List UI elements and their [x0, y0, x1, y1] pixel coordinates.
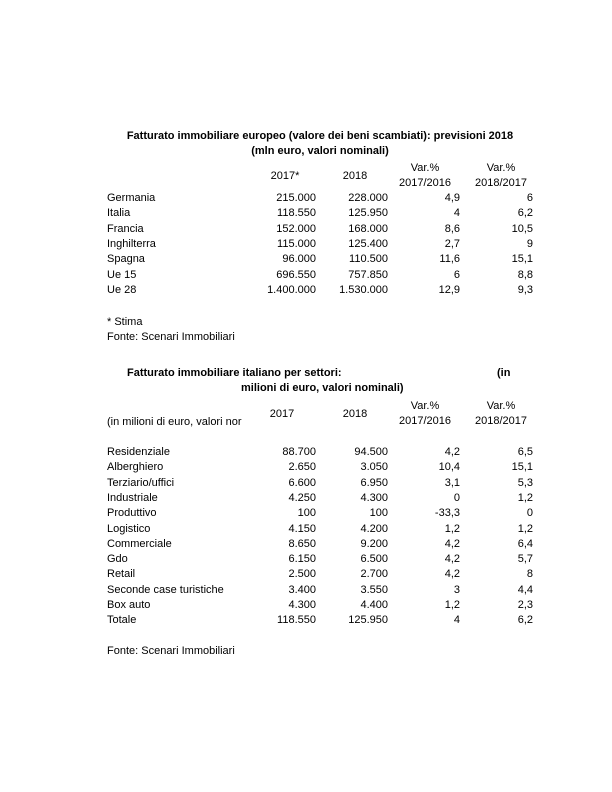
table-cell-label: Residenziale [107, 446, 170, 458]
table2-title-line1: Fatturato immobiliare italiano per settori: [127, 367, 342, 379]
table-cell-value-2018: 94.500 [354, 446, 388, 458]
table-cell-var-2018-2017: 1,2 [517, 491, 533, 504]
table-cell-value-2018: 4.300 [360, 491, 388, 504]
table-cell-value-2017: 4.250 [288, 491, 316, 504]
table-row [0, 568, 612, 583]
table-cell-var-2018-2017: 4,4 [517, 583, 533, 596]
table-cell-var-2017-2016: 4,2 [444, 553, 460, 566]
table-row [0, 284, 612, 299]
table-cell-value-2018: 4.400 [360, 599, 388, 611]
table1-header-2017: 2017* [270, 170, 300, 182]
table2-header-var2-line1: Var.% [486, 400, 516, 412]
table-cell-var-2018-2017: 15,1 [511, 253, 533, 266]
table-cell-value-2017: 696.550 [276, 268, 316, 281]
table-cell-label: Gdo [107, 553, 128, 566]
table-cell-value-2017: 6.600 [288, 476, 316, 489]
table2-title-in: (in [497, 367, 511, 379]
table2-header-var1-line2: 2017/2016 [399, 415, 451, 427]
table1-header-var1-line1: Var.% [410, 162, 440, 174]
table-row [0, 207, 612, 222]
table-cell-value-2017: 8.650 [288, 537, 316, 550]
table1-note: * Stima [107, 316, 143, 328]
table-cell-label: Spagna [107, 253, 145, 266]
table-cell-var-2018-2017: 8,8 [517, 268, 533, 281]
table-cell-var-2018-2017: 8 [526, 568, 533, 581]
table-row [0, 238, 612, 253]
table-row [0, 446, 612, 461]
table-cell-var-2018-2017: 6,5 [517, 446, 533, 458]
table-cell-var-2017-2016: 8,6 [444, 222, 460, 235]
table2-header-label: (in milioni di euro, valori nor [107, 416, 242, 428]
table-row [0, 614, 612, 629]
table-cell-value-2017: 118.550 [277, 614, 316, 627]
table-cell-value-2018: 4.200 [360, 522, 388, 535]
table-cell-var-2017-2016: 1,2 [444, 599, 460, 611]
table-cell-label: Italia [107, 207, 131, 220]
table1-header-var1-line2: 2017/2016 [399, 177, 451, 189]
table2-header-2017: 2017 [269, 408, 295, 420]
table-cell-var-2017-2016: 3 [453, 583, 460, 596]
table-row [0, 269, 612, 284]
table-row [0, 584, 612, 599]
table-row [0, 477, 612, 492]
table2-title-line2: milioni di euro, valori nominali) [241, 382, 404, 394]
table-row [0, 538, 612, 553]
table-cell-value-2017: 2.650 [288, 461, 316, 474]
table-cell-var-2018-2017: 1,2 [517, 522, 533, 535]
table-cell-var-2018-2017: 5,3 [517, 476, 533, 489]
table-cell-var-2018-2017: 6,4 [517, 537, 533, 550]
table-cell-var-2018-2017: 6,2 [517, 207, 533, 220]
table-row [0, 253, 612, 268]
table-cell-var-2018-2017: 9 [526, 237, 533, 250]
table-cell-var-2018-2017: 6,2 [517, 614, 533, 627]
table-cell-label: Germania [107, 192, 156, 204]
table1-header-var2-line1: Var.% [486, 162, 516, 174]
table-cell-var-2017-2016: 4 [453, 207, 460, 220]
table-row [0, 461, 612, 476]
table-cell-label: Alberghiero [107, 461, 164, 474]
table2-header-2018: 2018 [342, 408, 368, 420]
table-cell-value-2018: 100 [369, 507, 388, 520]
table2-header-var1-line1: Var.% [410, 400, 440, 412]
table-row [0, 553, 612, 568]
table-cell-value-2017: 4.150 [288, 522, 316, 535]
table-cell-value-2017: 2.500 [288, 568, 316, 581]
table-cell-value-2017: 152.000 [276, 222, 316, 235]
table-cell-label: Francia [107, 222, 144, 235]
table-cell-value-2018: 9.200 [360, 537, 388, 550]
table-cell-value-2018: 125.950 [348, 614, 388, 627]
table1-title-line1: Fatturato immobiliare europeo (valore dei beni scambiati): previsioni 2018 [126, 130, 514, 142]
table-row [0, 523, 612, 538]
table-cell-var-2018-2017: 15,1 [511, 461, 533, 474]
table-cell-var-2017-2016: 0 [453, 491, 460, 504]
table-cell-var-2018-2017: 5,7 [517, 553, 533, 566]
table-cell-label: Box auto [107, 599, 151, 611]
table-cell-label: Seconde case turistiche [107, 583, 224, 596]
table-cell-var-2017-2016: 10,4 [438, 461, 460, 474]
table-cell-value-2017: 88.700 [282, 446, 316, 458]
table-cell-var-2018-2017: 9,3 [517, 283, 533, 296]
table-row [0, 192, 612, 207]
table-cell-label: Commerciale [107, 537, 172, 550]
table-cell-value-2018: 125.400 [348, 237, 388, 250]
table-cell-value-2018: 3.550 [360, 583, 388, 596]
table-cell-var-2017-2016: 11,6 [439, 253, 460, 266]
table-cell-value-2017: 4.300 [288, 599, 316, 611]
table-cell-label: Retail [107, 568, 136, 581]
table-cell-label: Inghilterra [107, 237, 156, 250]
table-cell-var-2017-2016: 6 [453, 268, 460, 281]
table-cell-value-2018: 1.530.000 [339, 283, 388, 296]
table-cell-value-2017: 3.400 [288, 583, 316, 596]
table1-header-var2-line2: 2018/2017 [475, 177, 527, 189]
table-cell-value-2018: 6.500 [360, 553, 388, 566]
table-cell-label: Logistico [107, 522, 151, 535]
table-cell-value-2018: 228.000 [348, 192, 388, 204]
table-cell-value-2017: 118.550 [277, 207, 316, 220]
table-cell-value-2017: 1.400.000 [267, 283, 316, 296]
table-cell-value-2018: 6.950 [360, 476, 388, 489]
table1-source: Fonte: Scenari Immobiliari [107, 331, 235, 343]
table1-title-line2: (mln euro, valori nominali) [251, 145, 389, 157]
table-cell-value-2017: 6.150 [288, 553, 316, 566]
table-cell-value-2018: 125.950 [348, 207, 388, 220]
table-cell-var-2017-2016: 2,7 [444, 237, 460, 250]
table2-header-var2-line2: 2018/2017 [475, 415, 527, 427]
table-cell-label: Totale [107, 614, 137, 627]
table-cell-value-2017: 215.000 [276, 192, 316, 204]
table-cell-var-2017-2016: 4,9 [444, 192, 460, 204]
table-cell-var-2017-2016: 1,2 [444, 522, 460, 535]
table-cell-label: Terziario/uffici [107, 476, 175, 489]
table-cell-var-2017-2016: 4,2 [444, 537, 460, 550]
table-cell-value-2018: 3.050 [360, 461, 388, 474]
table-row [0, 492, 612, 507]
table-cell-label: Ue 15 [107, 268, 137, 281]
table-cell-value-2017: 96.000 [282, 253, 316, 266]
table-cell-var-2017-2016: 4 [453, 614, 460, 627]
table-cell-var-2017-2016: 3,1 [444, 476, 460, 489]
table-cell-var-2018-2017: 10,5 [511, 222, 533, 235]
table-cell-value-2017: 100 [297, 507, 316, 520]
table2-source: Fonte: Scenari Immobiliari [107, 645, 235, 657]
table-cell-var-2017-2016: 12,9 [438, 283, 460, 296]
table-cell-value-2018: 168.000 [348, 222, 388, 235]
table1-header-2018: 2018 [342, 170, 368, 182]
table-cell-var-2018-2017: 0 [526, 507, 533, 520]
table-cell-label: Ue 28 [107, 283, 137, 296]
table-cell-var-2017-2016: 4,2 [444, 446, 460, 458]
table-cell-label: Industriale [107, 491, 158, 504]
table-row [0, 599, 612, 614]
table-cell-value-2017: 115.000 [277, 237, 316, 250]
table-cell-var-2017-2016: -33,3 [434, 507, 460, 520]
table-cell-var-2018-2017: 2,3 [517, 599, 533, 611]
table-row [0, 223, 612, 238]
table-cell-value-2018: 110.500 [349, 253, 388, 266]
table-cell-var-2018-2017: 6 [526, 192, 533, 204]
table-cell-var-2017-2016: 4,2 [444, 568, 460, 581]
table-cell-label: Produttivo [107, 507, 157, 520]
table-cell-value-2018: 2.700 [360, 568, 388, 581]
table-cell-value-2018: 757.850 [348, 268, 388, 281]
table-row [0, 507, 612, 522]
